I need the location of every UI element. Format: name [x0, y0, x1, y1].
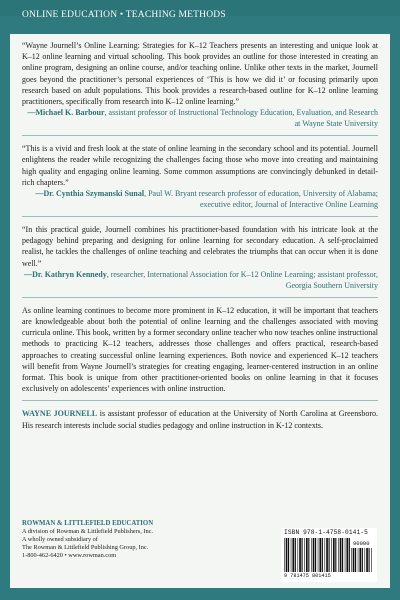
barcode-bar: [362, 548, 363, 572]
divider: [22, 400, 378, 401]
barcode-bar: [295, 538, 296, 572]
barcode-bar: [299, 538, 301, 572]
isbn-barcode: [281, 528, 377, 582]
barcode-bar: [298, 538, 299, 572]
barcode-bar: [311, 538, 312, 572]
blurb-1-affiliation: , assistant professor of Instructional Technology Education, Evaluation, and Research at Wayne State University: [104, 108, 378, 129]
author-name: WAYNE JOURNELL: [22, 409, 98, 419]
blurb-1-attribution: [22, 107, 378, 129]
barcode-bar: [353, 548, 355, 572]
price-code: 90000: [353, 540, 370, 547]
barcode-bar: [365, 548, 366, 572]
price-barcode-bars: [351, 548, 373, 572]
barcode-bar: [308, 538, 309, 572]
blurb-2-attribution: [22, 188, 378, 210]
blurb-2-text: “This is a vivid and fresh look at the state of online learning in the secondary school and its potential. Journell enlightens the reader while recognizing the challenges facing those who move into creating and maintaining high quality and engaging online learning. Some common assumptions are convincingly debunked in detail-rich chapters.”: [22, 144, 378, 187]
barcode-bars: [284, 538, 350, 572]
barcode-bar: [306, 538, 308, 572]
publisher-block: [22, 520, 222, 560]
barcode-bar: [349, 538, 350, 572]
divider: [22, 135, 378, 136]
barcode-bar: [369, 548, 370, 572]
blurb-2-affiliation: , Paul W. Bryant research professor of education, University of Alabama; executive editor, Journal of Interactive Online Learning: [144, 189, 378, 210]
series-label: ONLINE EDUCATION • TEACHING METHODS: [22, 10, 226, 20]
blurb-1-name: —Michael K. Barbour: [27, 108, 105, 118]
barcode-bar: [318, 538, 319, 572]
barcode-bar: [335, 538, 336, 572]
isbn-number: ISBN 978-1-4758-0141-5: [284, 529, 368, 536]
publisher-line-1: A division of Rowman & Littlefield Publishers, Inc.: [22, 528, 153, 535]
barcode-bar: [333, 538, 335, 572]
publisher-line-4: 1-800-462-6420 • www.rowman.com: [22, 552, 117, 559]
publisher-name: ROWMAN & LITTLEFIELD EDUCATION: [22, 520, 154, 527]
barcode-bar: [288, 538, 289, 572]
barcode-bar: [315, 538, 316, 572]
barcode-bar: [340, 538, 342, 572]
barcode-bar: [292, 538, 294, 572]
barcode-bar: [291, 538, 292, 572]
barcode-number: 9 781475 801415: [284, 573, 331, 579]
barcode-bar: [329, 538, 330, 572]
barcode-bar: [342, 538, 343, 572]
barcode-bar: [284, 538, 285, 572]
barcode-bar: [346, 538, 348, 572]
author-bio-text: is assistant professor of education at the University of North Carolina at Greensboro. His research interests include social studies pedagogy and online instruction in K-12 contexts.: [22, 409, 379, 430]
barcode-bar: [325, 538, 326, 572]
barcode-bar: [338, 538, 339, 572]
barcode-bar: [302, 538, 303, 572]
barcode-bar: [351, 548, 352, 572]
barcode-bar: [313, 538, 315, 572]
blurb-3-affiliation: , researcher, International Association for K–12 Online Learning; assistant professor, Georgia Southern University: [106, 269, 378, 290]
divider: [22, 297, 378, 298]
barcode-bar: [359, 548, 361, 572]
barcode-bar: [366, 548, 368, 572]
author-bio: [22, 408, 378, 430]
book-description: As online learning continues to become more prominent in K–12 education, it will be important that teachers are knowledgeable about both the potential of online learning and the challenges associated with moving curricula online. This book, written by a former secondary online teacher who now teaches online instructional methods to practicing K–12 teachers, addresses those challenges and offers practical, research-based approaches to creating successful online learning experiences. Both novice and experienced K–12 teachers will benefit from Wayne Journell’s strategies for creating engaging, learner-centered instruction in an online format. This book is unique from other practitioner-oriented books on online learning in that it focuses exclusively on adolescents’ experiences with online instruction.: [22, 305, 378, 394]
barcode-bar: [322, 538, 323, 572]
publisher-line-3: The Rowman & Littlefield Publishing Group, Inc.: [22, 544, 149, 551]
barcode-bar: [331, 538, 332, 572]
barcode-bar: [358, 548, 359, 572]
blurb-3-text: “In this practical guide, Journell combines his practitioner-based foundation with his intricate look at the pedagogy behind preparing and designing for online learning for secondary education. A self-proclaimed realist, he tackles the challenges of online teaching and celebrates the triumphs that can occur when it is done well.”: [22, 225, 378, 268]
barcode-bar: [304, 538, 305, 572]
barcode-bar: [326, 538, 328, 572]
blurb-3-attribution: [22, 269, 378, 291]
content-area: [22, 40, 378, 431]
blurb-1-text: “Wayne Journell’s Online Learning: Strategies for K–12 Teachers presents an interesting and unique look at K–12 online learning and virtual schooling. This book provides an outline for those interested in creating an online program, designing an online course, and/or teaching online. Unlike other texts in the market, Journell goes beyond the practitioner’s personal experiences of ‘This is how we did it’ or focusing primarily upon research based on adult populations. This book provides a research-based outline for K–12 online learning practitioners, specifically from research into K–12 online learning.”: [22, 41, 378, 107]
blurb-2-name: —Dr. Cynthia Szymanski Sunal: [35, 189, 145, 199]
barcode-bar: [371, 548, 372, 572]
barcode-bar: [286, 538, 288, 572]
divider: [22, 216, 378, 217]
blurb-3-name: —Dr. Kathryn Kennedy: [24, 269, 107, 279]
barcode-bar: [319, 538, 321, 572]
barcode-bar: [345, 538, 346, 572]
publisher-line-2: A wholly owned subsidiary of: [22, 536, 98, 543]
barcode-bar: [355, 548, 356, 572]
